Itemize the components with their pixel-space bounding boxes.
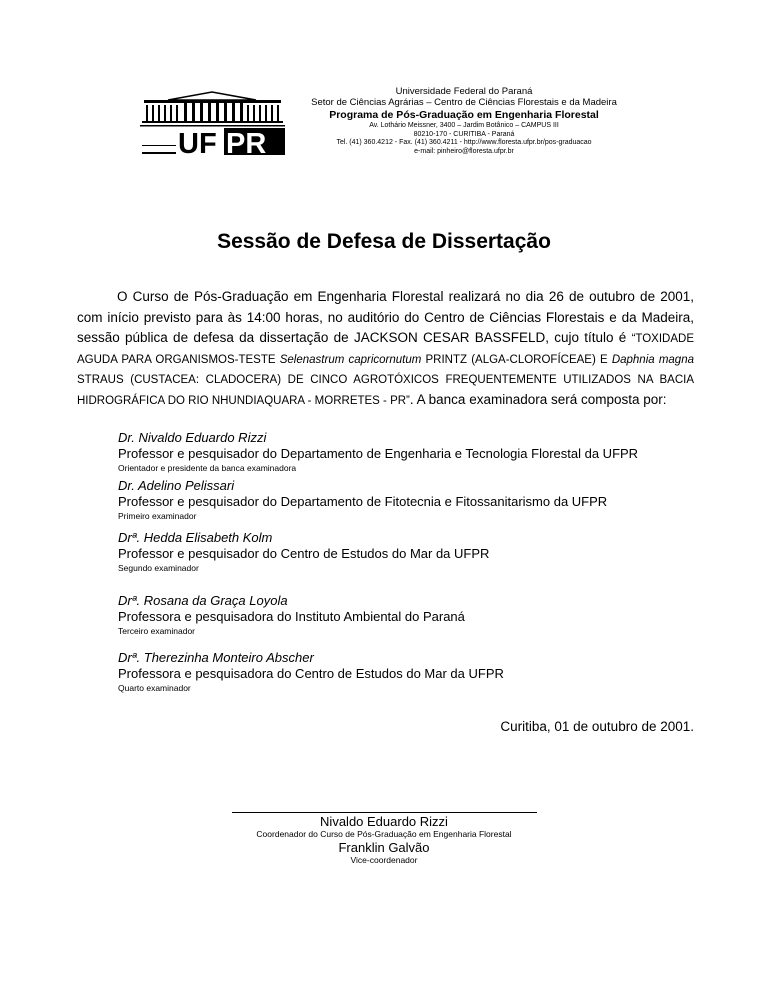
member-name: Drª. Rosana da Graça Loyola <box>118 593 288 608</box>
announcement-paragraph <box>77 287 694 410</box>
member-name: Dr. Adelino Pelissari <box>118 478 235 493</box>
title-part-1: “TOXIDADE AGUDA PARA ORGANISMOS-TESTE <box>77 333 694 366</box>
email: e-mail: pinheiro@floresta.ufpr.br <box>414 148 514 156</box>
member-desc: Professor e pesquisador do Departamento de Fitotecnia e Fitossanitarismo da UFPR <box>118 494 608 509</box>
committee-member <box>118 593 718 637</box>
date-line: Curitiba, 01 de outubro de 2001. <box>500 719 694 734</box>
signature-line <box>232 812 537 813</box>
cep: 80210-170 - CURITIBA - Paraná <box>413 130 515 138</box>
coordinator-role: Coordenador do Curso de Pós-Graduação em Engenharia Florestal <box>256 829 512 839</box>
title-part-2: PRINTZ (ALGA-CLOROFÍCEAE) E <box>425 353 608 366</box>
member-name: Dr. Nivaldo Eduardo Rizzi <box>118 430 267 445</box>
species-1: Selenastrum capricornutum <box>279 353 422 366</box>
page-title: Sessão de Defesa de Dissertação <box>217 230 551 253</box>
contact-info: Tel. (41) 360.4212 - Fax. (41) 360.4211 - http://www.floresta.ufpr.br/pos-graduacao <box>336 139 592 147</box>
member-name: Drª. Hedda Elisabeth Kolm <box>118 530 273 545</box>
member-role: Orientador e presidente da banca examinadora <box>118 463 297 473</box>
program-name: Programa de Pós-Graduação em Engenharia Florestal <box>329 109 599 122</box>
closing-text: . A banca examinadora será composta por: <box>409 391 667 407</box>
member-desc: Professora e pesquisadora do Instituto Ambiental do Paraná <box>118 609 465 624</box>
ufpr-logo <box>140 90 285 158</box>
committee-member <box>118 650 718 694</box>
university-name: Universidade Federal do Paraná <box>395 86 533 97</box>
committee-member <box>118 478 718 522</box>
sector-name: Setor de Ciências Agrárias – Centro de Ciências Florestais e da Madeira <box>311 97 617 109</box>
member-role: Quarto examinador <box>118 683 191 693</box>
institution-header <box>305 86 623 157</box>
logo-uf-text: UF <box>178 128 217 158</box>
member-role: Segundo examinador <box>118 563 199 573</box>
vice-coordinator-name: Franklin Galvão <box>338 840 430 855</box>
member-desc: Professora e pesquisadora do Centro de Estudos do Mar da UFPR <box>118 666 504 681</box>
intro-text: O Curso de Pós-Graduação em Engenharia Florestal realizará no dia 26 de outubro de 2001, com início previsto para às 14:00 horas, no auditório do Centro de Ciências Florestais e da Madeira, sessão pública de defesa da dissertação de JACKSON CESAR BASSFELD, cujo título é <box>77 289 694 345</box>
member-desc: Professor e pesquisador do Centro de Estudos do Mar da UFPR <box>118 546 490 561</box>
member-role: Primeiro examinador <box>118 511 197 521</box>
logo-pr-text: PR <box>226 128 267 158</box>
member-role: Terceiro examinador <box>118 626 196 636</box>
title-part-3: STRAUS (CUSTACEA: CLADOCERA) DE CINCO AGROTÓXICOS FREQUENTEMENTE UTILIZADOS NA BACIA HIDROGRÁFICA DO RIO NHUNDIAQUARA - MORRETES - PR” <box>77 374 694 407</box>
signature-block <box>200 812 568 866</box>
member-desc: Professor e pesquisador do Departamento de Engenharia e Tecnologia Florestal da UFPR <box>118 446 639 461</box>
coordinator-name: Nivaldo Eduardo Rizzi <box>320 814 448 829</box>
ufpr-building-icon <box>140 90 285 158</box>
vice-coordinator-role: Vice-coordenador <box>350 855 418 865</box>
committee-member <box>118 430 718 474</box>
species-2: Daphnia magna <box>611 353 694 366</box>
committee-member <box>118 530 718 574</box>
address: Av. Lothário Meissner, 3400 – Jardim Botânico – CAMPUS III <box>369 121 559 129</box>
member-name: Drª. Therezinha Monteiro Abscher <box>118 650 314 665</box>
